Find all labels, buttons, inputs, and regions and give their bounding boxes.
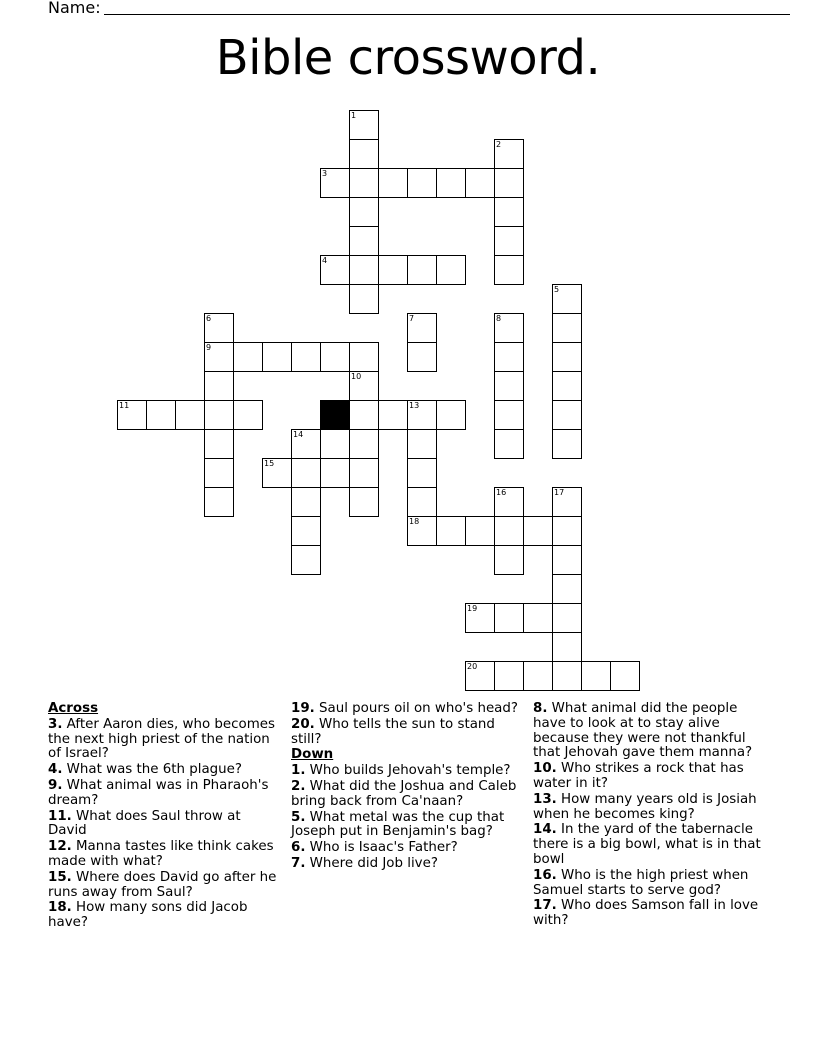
grid-cell[interactable] — [552, 284, 582, 314]
clues-column-2 — [291, 702, 523, 873]
clue-down-13: 13. How many years old is Josiah when he becomes king? — [533, 791, 757, 822]
page-title: Bible crossword. — [215, 30, 601, 86]
clue-down-17: 17. Who does Samson fall in love with? — [533, 898, 759, 929]
down-heading: Down — [291, 747, 334, 763]
clue-down-5: 5. What metal was the cup that Joseph put in Benjamin's bag? — [291, 809, 505, 840]
grid-cell[interactable] — [349, 400, 379, 430]
clue-number: 16 — [496, 488, 507, 497]
clue-down-10: 10. Who strikes a rock that has water in it? — [533, 761, 744, 791]
grid-cell[interactable] — [233, 342, 263, 372]
clue-number: 10 — [351, 372, 362, 381]
grid-cell[interactable] — [465, 516, 495, 546]
grid-cell[interactable] — [494, 139, 524, 169]
grid-cell[interactable] — [117, 400, 147, 430]
grid-cell[interactable] — [494, 313, 524, 343]
grid-cell[interactable] — [349, 487, 379, 517]
clue-across-15: 15. Where does David go after he runs away from Saul? — [48, 869, 277, 900]
grid-cell[interactable] — [204, 342, 234, 372]
clue-down-1: 1. Who builds Jehovah's temple? — [291, 763, 511, 779]
grid-cell[interactable] — [204, 400, 234, 430]
clue-number: 18 — [409, 517, 420, 526]
clue-across-3: 3. After Aaron dies, who becomes the next high priest of the nation of Israel? — [48, 716, 275, 762]
grid-cell[interactable] — [465, 603, 495, 633]
grid-cell[interactable] — [407, 255, 437, 285]
grid-cell[interactable] — [494, 429, 524, 459]
grid-cell[interactable] — [204, 458, 234, 488]
grid-cell[interactable] — [349, 226, 379, 256]
grid-cell[interactable] — [349, 458, 379, 488]
clue-number: 15 — [264, 459, 275, 468]
clue-across-18: 18. How many sons did Jacob have? — [48, 900, 248, 931]
clue-number: 5 — [554, 285, 560, 294]
grid-cell[interactable] — [552, 574, 582, 604]
grid-cell[interactable] — [349, 284, 379, 314]
grid-cell[interactable] — [349, 371, 379, 401]
grid-cell[interactable] — [349, 168, 379, 198]
clue-across-11: 11. What does Saul throw at David — [48, 808, 241, 839]
grid-cell[interactable] — [407, 342, 437, 372]
clue-number: 6 — [206, 314, 212, 323]
clue-number: 3 — [322, 169, 328, 178]
grid-cell[interactable] — [494, 661, 524, 691]
grid-cell[interactable] — [291, 342, 321, 372]
grid-cell[interactable] — [436, 400, 466, 430]
grid-cell[interactable] — [552, 313, 582, 343]
clue-across-9: 9. What animal was in Pharaoh's dream? — [48, 777, 269, 808]
grid-cell[interactable] — [175, 400, 205, 430]
grid-cell[interactable] — [349, 197, 379, 227]
clue-down-6: 6. Who is Isaac's Father? — [291, 840, 458, 856]
grid-cell[interactable] — [349, 110, 379, 140]
grid-cell[interactable] — [436, 255, 466, 285]
grid-cell[interactable] — [581, 661, 611, 691]
grid-cell[interactable] — [552, 429, 582, 459]
grid-cell[interactable] — [494, 226, 524, 256]
grid-cell[interactable] — [523, 661, 553, 691]
grid-cell[interactable] — [291, 458, 321, 488]
grid-cell[interactable] — [552, 487, 582, 517]
grid-cell[interactable] — [552, 545, 582, 575]
grid-cell[interactable] — [262, 458, 292, 488]
grid-cell[interactable] — [494, 197, 524, 227]
clue-across-20: 20. Who tells the sun to stand still? — [291, 716, 495, 747]
grid-cell[interactable] — [204, 371, 234, 401]
grid-cell[interactable] — [233, 400, 263, 430]
grid-cell[interactable] — [349, 342, 379, 372]
grid-cell[interactable] — [349, 255, 379, 285]
clue-down-16: 16. Who is the high priest when Samuel starts to serve god? — [533, 867, 749, 898]
grid-cell[interactable] — [204, 429, 234, 459]
grid-cell[interactable] — [320, 458, 350, 488]
grid-cell[interactable] — [494, 545, 524, 575]
grid-cell[interactable] — [436, 168, 466, 198]
clues-column-1 — [48, 702, 280, 932]
grid-cell[interactable] — [494, 487, 524, 517]
grid-cell[interactable] — [407, 313, 437, 343]
grid-cell[interactable] — [552, 400, 582, 430]
grid-cell[interactable] — [494, 516, 524, 546]
clue-number: 11 — [119, 401, 130, 410]
clue-down-14: 14. In the yard of the tabernacle there is a big bowl, what is in that bowl — [533, 822, 761, 867]
grid-cell[interactable] — [465, 168, 495, 198]
grid-cell[interactable] — [494, 168, 524, 198]
grid-cell[interactable] — [349, 429, 379, 459]
grid-cell[interactable] — [291, 487, 321, 517]
grid-cell[interactable] — [291, 516, 321, 546]
grid-cell[interactable] — [494, 400, 524, 430]
grid-cell[interactable] — [552, 342, 582, 372]
grid-cell[interactable] — [552, 371, 582, 401]
grid-cell[interactable] — [523, 603, 553, 633]
clue-number: 13 — [409, 401, 420, 410]
clue-across-4: 4. What was the 6th plague? — [48, 762, 243, 778]
grid-cell[interactable] — [552, 603, 582, 633]
grid-cell[interactable] — [610, 661, 640, 691]
grid-cell[interactable] — [262, 342, 292, 372]
grid-cell[interactable] — [320, 255, 350, 285]
black-square — [320, 400, 350, 430]
clue-number: 14 — [293, 430, 304, 439]
grid-cell[interactable] — [291, 429, 321, 459]
clue-number: 4 — [322, 256, 328, 265]
grid-cell[interactable] — [494, 255, 524, 285]
grid-cell[interactable] — [494, 371, 524, 401]
grid-cell[interactable] — [494, 603, 524, 633]
name-label: Name: — [48, 0, 101, 17]
clue-number: 9 — [206, 343, 212, 352]
clue-down-7: 7. Where did Job live? — [291, 855, 438, 871]
clue-across-12: 12. Manna tastes like think cakes made with what? — [48, 839, 274, 869]
grid-cell[interactable] — [552, 632, 582, 662]
grid-cell[interactable] — [436, 516, 466, 546]
grid-cell[interactable] — [349, 139, 379, 169]
clue-number: 17 — [554, 488, 565, 497]
grid-cell[interactable] — [407, 400, 437, 430]
grid-cell[interactable] — [407, 429, 437, 459]
grid-cell[interactable] — [320, 342, 350, 372]
grid-cell[interactable] — [465, 661, 495, 691]
grid-cell[interactable] — [407, 458, 437, 488]
grid-cell[interactable] — [407, 487, 437, 517]
clue-number: 1 — [351, 111, 357, 120]
clue-down-2: 2. What did the Joshua and Caleb bring back from Ca'naan? — [291, 778, 517, 809]
grid-cell[interactable] — [378, 255, 408, 285]
clue-number: 8 — [496, 314, 502, 323]
grid-cell[interactable] — [407, 516, 437, 546]
grid-cell[interactable] — [204, 313, 234, 343]
grid-cell[interactable] — [407, 168, 437, 198]
clue-number: 20 — [467, 662, 478, 671]
clue-number: 7 — [409, 314, 415, 323]
grid-cell[interactable] — [378, 168, 408, 198]
clue-number: 2 — [496, 140, 502, 149]
grid-cell[interactable] — [204, 487, 234, 517]
clue-number: 19 — [467, 604, 478, 613]
clue-across-19: 19. Saul pours oil on who's head? — [291, 701, 518, 716]
grid-cell[interactable] — [494, 342, 524, 372]
grid-cell[interactable] — [291, 545, 321, 575]
grid-cell[interactable] — [552, 661, 582, 691]
clues-column-3 — [533, 702, 768, 930]
grid-cell[interactable] — [552, 516, 582, 546]
clue-number: 12 — [322, 401, 333, 410]
grid-cell[interactable] — [146, 400, 176, 430]
grid-cell[interactable] — [320, 168, 350, 198]
grid-cell[interactable] — [523, 516, 553, 546]
clue-down-8: 8. What animal did the people have to look at to stay alive because they were not thankful that Jehovah gave them manna? — [533, 701, 753, 761]
grid-cell[interactable] — [378, 400, 408, 430]
across-heading: Across — [48, 701, 99, 716]
